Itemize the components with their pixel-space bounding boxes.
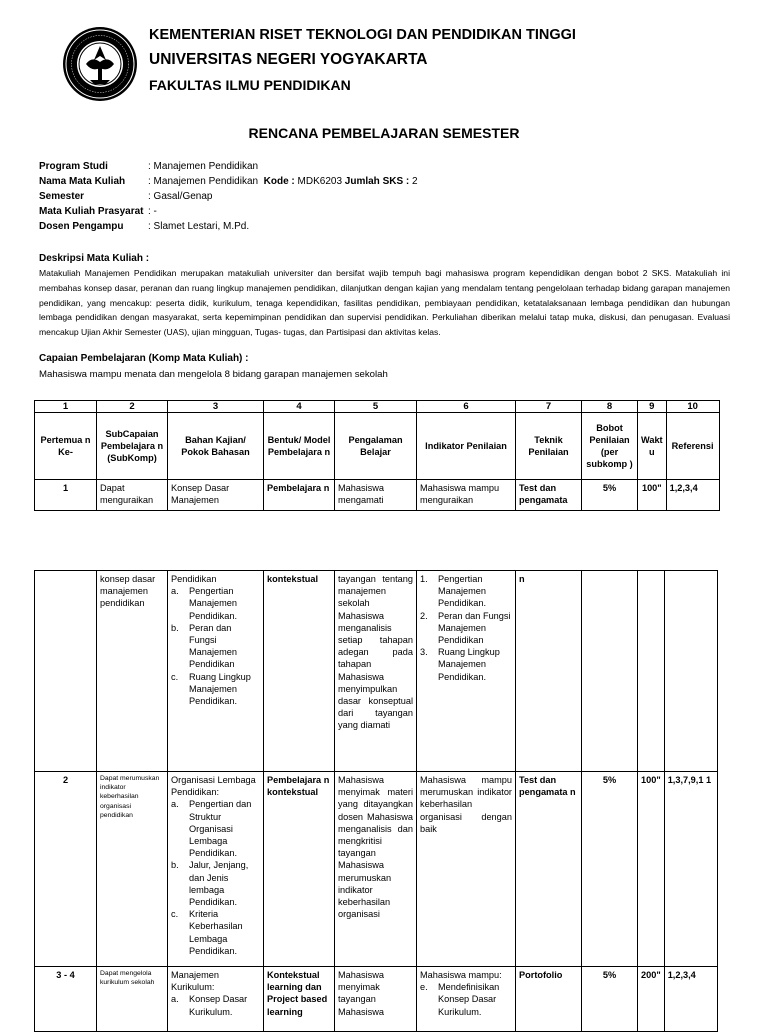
technique-cell: Portofolio bbox=[516, 967, 582, 1032]
technique-cell: Test dan pengamata bbox=[516, 480, 582, 511]
header-weight: Bobot Penilaian (per subkomp ) bbox=[582, 413, 638, 480]
col-number: 8 bbox=[582, 401, 638, 413]
indicator-cell: Mahasiswa mampu merumuskan indikator keberhasilan organisasi dengan baik bbox=[417, 772, 516, 967]
list-item bbox=[171, 671, 260, 708]
list-marker: a. bbox=[171, 994, 179, 1005]
reference-cell: 1,2,3,4 bbox=[664, 967, 717, 1032]
rps-table-page1 bbox=[34, 400, 720, 511]
list-item bbox=[171, 622, 260, 671]
ministry-name: KEMENTERIAN RISET TEKNOLOGI DAN PENDIDIKAN TINGGI bbox=[149, 27, 576, 43]
form-cell: Kontekstual learning dan Project based learning bbox=[264, 967, 335, 1032]
indicator-item: Peran dan Fungsi Manajemen Pendidikan bbox=[438, 610, 511, 646]
prereq-value: : - bbox=[148, 206, 157, 217]
list-marker: a. bbox=[171, 586, 179, 597]
indicator-cell: Mahasiswa mampu menguraikan bbox=[417, 480, 516, 511]
subcomp-cell: Dapat merumuskan indikator keberhasilan organisasi pendidikan bbox=[97, 772, 168, 967]
learning-outcome: Mahasiswa mampu menata dan mengelola 8 bidang garapan manajemen sekolah bbox=[39, 369, 388, 380]
form-cell: kontekstual bbox=[264, 571, 335, 772]
header-experience: Pengalaman Belajar bbox=[335, 413, 417, 480]
material-heading: Organisasi Lembaga Pendidikan: bbox=[171, 775, 256, 798]
technique-cell: Test dan pengamata n bbox=[516, 772, 582, 967]
list-item bbox=[420, 646, 512, 683]
material-heading: Pendidikan bbox=[171, 574, 217, 584]
col-number: 1 bbox=[35, 401, 97, 413]
list-marker: c. bbox=[171, 909, 179, 920]
reference-cell: 1,3,7,9,1 1 bbox=[664, 772, 717, 967]
col-number: 7 bbox=[516, 401, 582, 413]
table-row bbox=[35, 480, 720, 511]
column-number-row bbox=[35, 401, 720, 413]
list-marker: 2. bbox=[420, 610, 428, 621]
lecturer-label: Dosen Pengampu bbox=[39, 221, 124, 232]
material-item: Kriteria Keberhasilan Lembaga Pendidikan. bbox=[189, 909, 243, 956]
form-cell: Pembelajara n kontekstual bbox=[264, 772, 335, 967]
table-row bbox=[35, 967, 718, 1032]
material-cell bbox=[168, 571, 264, 772]
header-time: Wakt u bbox=[638, 413, 667, 480]
faculty-name: FAKULTAS ILMU PENDIDIKAN bbox=[149, 77, 351, 93]
list-item bbox=[171, 585, 260, 622]
list-item bbox=[171, 798, 260, 859]
header-reference: Referensi bbox=[666, 413, 719, 480]
material-item: Konsep Dasar Kurikulum. bbox=[189, 994, 248, 1017]
form-cell: Pembelajara n bbox=[264, 480, 335, 511]
header-material: Bahan Kajian/ Pokok Bahasan bbox=[168, 413, 264, 480]
indicator-item: Ruang Lingkup Manajemen Pendidikan. bbox=[438, 647, 500, 682]
university-name: UNIVERSITAS NEGERI YOGYAKARTA bbox=[149, 51, 428, 68]
subcomp-cell: Dapat menguraikan bbox=[97, 480, 168, 511]
header-meeting: Pertemua n Ke- bbox=[35, 413, 97, 480]
semester-label: Semester bbox=[39, 191, 85, 202]
indicator-cell bbox=[417, 571, 516, 772]
header-indicator: Indikator Penilaian bbox=[417, 413, 516, 480]
course-label: Nama Mata Kuliah bbox=[39, 176, 126, 187]
col-number: 6 bbox=[417, 401, 516, 413]
experience-cell: Mahasiswa menyimak materi yang ditayangkan dosen Mahasiswa menganalisis dan mengkritisi tayangan Mahasiswa merumuskan indikator keberhasilan organisasi bbox=[335, 772, 417, 967]
sks-value: 2 bbox=[412, 176, 418, 187]
university-logo bbox=[62, 26, 138, 102]
indicator-cell bbox=[417, 967, 516, 1032]
material-cell bbox=[168, 967, 264, 1032]
time-cell: 100" bbox=[638, 772, 665, 967]
material-cell: Konsep Dasar Manajemen bbox=[168, 480, 264, 511]
code-value: MDK6203 bbox=[297, 176, 342, 187]
list-item bbox=[171, 993, 260, 1017]
header-form: Bentuk/ Model Pembelajara n bbox=[264, 413, 335, 480]
table-row bbox=[35, 571, 718, 772]
material-cell bbox=[168, 772, 264, 967]
col-number: 4 bbox=[264, 401, 335, 413]
list-marker: e. bbox=[420, 982, 428, 993]
course-description: Matakuliah Manajemen Pendidikan merupakan matakuliah universiter dan bersifat wajib tempuh bagi mahasiswa program kependidikan dengan bobot 2 SKS. Matakuliah ini membahas konsep dasar, peranan dan ruang lingkup manajemen pendidikan, dilanjutkan dengan kajian yang mendalam tentang pengelolaan terhadap bidang garapan manajemen pendidikan, yang mencakup: peserta didik, kurikulum, tenaga kependidikan, fasilitas pendidikan, pembiayaan pendidikan, ketatalaksanaan lembaga pendidikan dan hubungan lembaga pendidikan dengan masyarakat, serta kepemimpinan pendidikan dan supervisi pendidikan. Perkuliahan diberikan melalui tatap muka, diskusi, dan penugasan. Evaluasi mencakup Ujian Akhir Semester (UAS), ujian mingguan, Tugas- tugas, dan Partisipasi dan aktivitas kelas. bbox=[39, 268, 730, 338]
outcome-heading: Capaian Pembelajaran (Komp Mata Kuliah) : bbox=[39, 353, 249, 364]
description-heading: Deskripsi Mata Kuliah : bbox=[39, 253, 150, 264]
col-number: 9 bbox=[638, 401, 667, 413]
weight-cell: 5% bbox=[582, 967, 638, 1032]
experience-cell: Mahasiswa mengamati bbox=[335, 480, 417, 511]
prereq-label: Mata Kuliah Prasyarat bbox=[39, 206, 144, 217]
program-value: : Manajemen Pendidikan bbox=[148, 161, 259, 172]
code-label: Kode : bbox=[263, 176, 295, 187]
material-item: Pengertian Manajemen Pendidikan. bbox=[189, 586, 238, 621]
col-number: 3 bbox=[168, 401, 264, 413]
semester-value: : Gasal/Genap bbox=[148, 191, 213, 202]
sks-label: Jumlah SKS : bbox=[344, 176, 410, 187]
indicator-heading: Mahasiswa mampu: bbox=[420, 970, 502, 980]
list-marker: 1. bbox=[420, 574, 428, 584]
material-heading: Manajemen Kurikulum: bbox=[171, 970, 220, 993]
experience-cell: Mahasiswa menyimak tayangan Mahasiswa bbox=[335, 967, 417, 1032]
rps-table-page2 bbox=[34, 570, 718, 1032]
header-technique: Teknik Penilaian bbox=[516, 413, 582, 480]
time-cell: 100" bbox=[638, 480, 667, 511]
indicator-item: Mendefinisikan Konsep Dasar Kurikulum. bbox=[438, 982, 500, 1017]
list-marker: b. bbox=[171, 860, 179, 871]
weight-cell bbox=[582, 571, 638, 772]
list-item bbox=[420, 981, 512, 1018]
reference-cell: 1,2,3,4 bbox=[666, 480, 719, 511]
material-item: Peran dan Fungsi Manajemen Pendidikan bbox=[189, 622, 238, 670]
material-item: Jalur, Jenjang, dan Jenis lembaga Pendidikan. bbox=[189, 860, 249, 908]
material-item: Ruang Lingkup Manajemen Pendidikan. bbox=[189, 671, 251, 707]
meeting-cell: 3 - 4 bbox=[35, 967, 97, 1032]
technique-cell: n bbox=[516, 571, 582, 772]
document-title: RENCANA PEMBELAJARAN SEMESTER bbox=[248, 125, 520, 141]
course-value: : Manajemen Pendidikan bbox=[148, 176, 259, 187]
subcomp-cell: Dapat mengelola kurikulum sekolah bbox=[97, 967, 168, 1032]
list-item bbox=[171, 908, 260, 957]
meeting-cell bbox=[35, 571, 97, 772]
weight-cell: 5% bbox=[582, 480, 638, 511]
header-subcomp: SubCapaian Pembelajara n (SubKomp) bbox=[97, 413, 168, 480]
col-number: 2 bbox=[97, 401, 168, 413]
list-item bbox=[171, 859, 260, 908]
weight-cell: 5% bbox=[582, 772, 638, 967]
program-label: Program Studi bbox=[39, 161, 108, 172]
indicator-item: Pengertian Manajemen Pendidikan. bbox=[438, 574, 487, 609]
lecturer-value: : Slamet Lestari, M.Pd. bbox=[148, 221, 250, 232]
list-item bbox=[420, 610, 512, 647]
time-cell: 200" bbox=[638, 967, 665, 1032]
list-marker: c. bbox=[171, 671, 179, 682]
list-item bbox=[420, 573, 512, 610]
material-item: Pengertian dan Struktur Organisasi Lembaga Pendidikan. bbox=[189, 799, 252, 859]
table-row bbox=[35, 772, 718, 967]
list-marker: b. bbox=[171, 622, 179, 633]
reference-cell bbox=[664, 571, 717, 772]
subcomp-cell: konsep dasar manajemen pendidikan bbox=[97, 571, 168, 772]
list-marker: a. bbox=[171, 799, 179, 810]
meeting-cell: 1 bbox=[35, 480, 97, 511]
time-cell bbox=[638, 571, 665, 772]
list-marker: 3. bbox=[420, 647, 428, 658]
meeting-cell: 2 bbox=[35, 772, 97, 967]
col-number: 5 bbox=[335, 401, 417, 413]
table-header-row bbox=[35, 413, 720, 480]
col-number: 10 bbox=[666, 401, 719, 413]
experience-cell: tayangan tentang manajemen sekolah Mahasiswa menganalisis setiap tahapan adegan pada tahapan Mahasiswa menyimpulkan dasar konseptual dari tayangan yang diamati bbox=[335, 571, 417, 772]
